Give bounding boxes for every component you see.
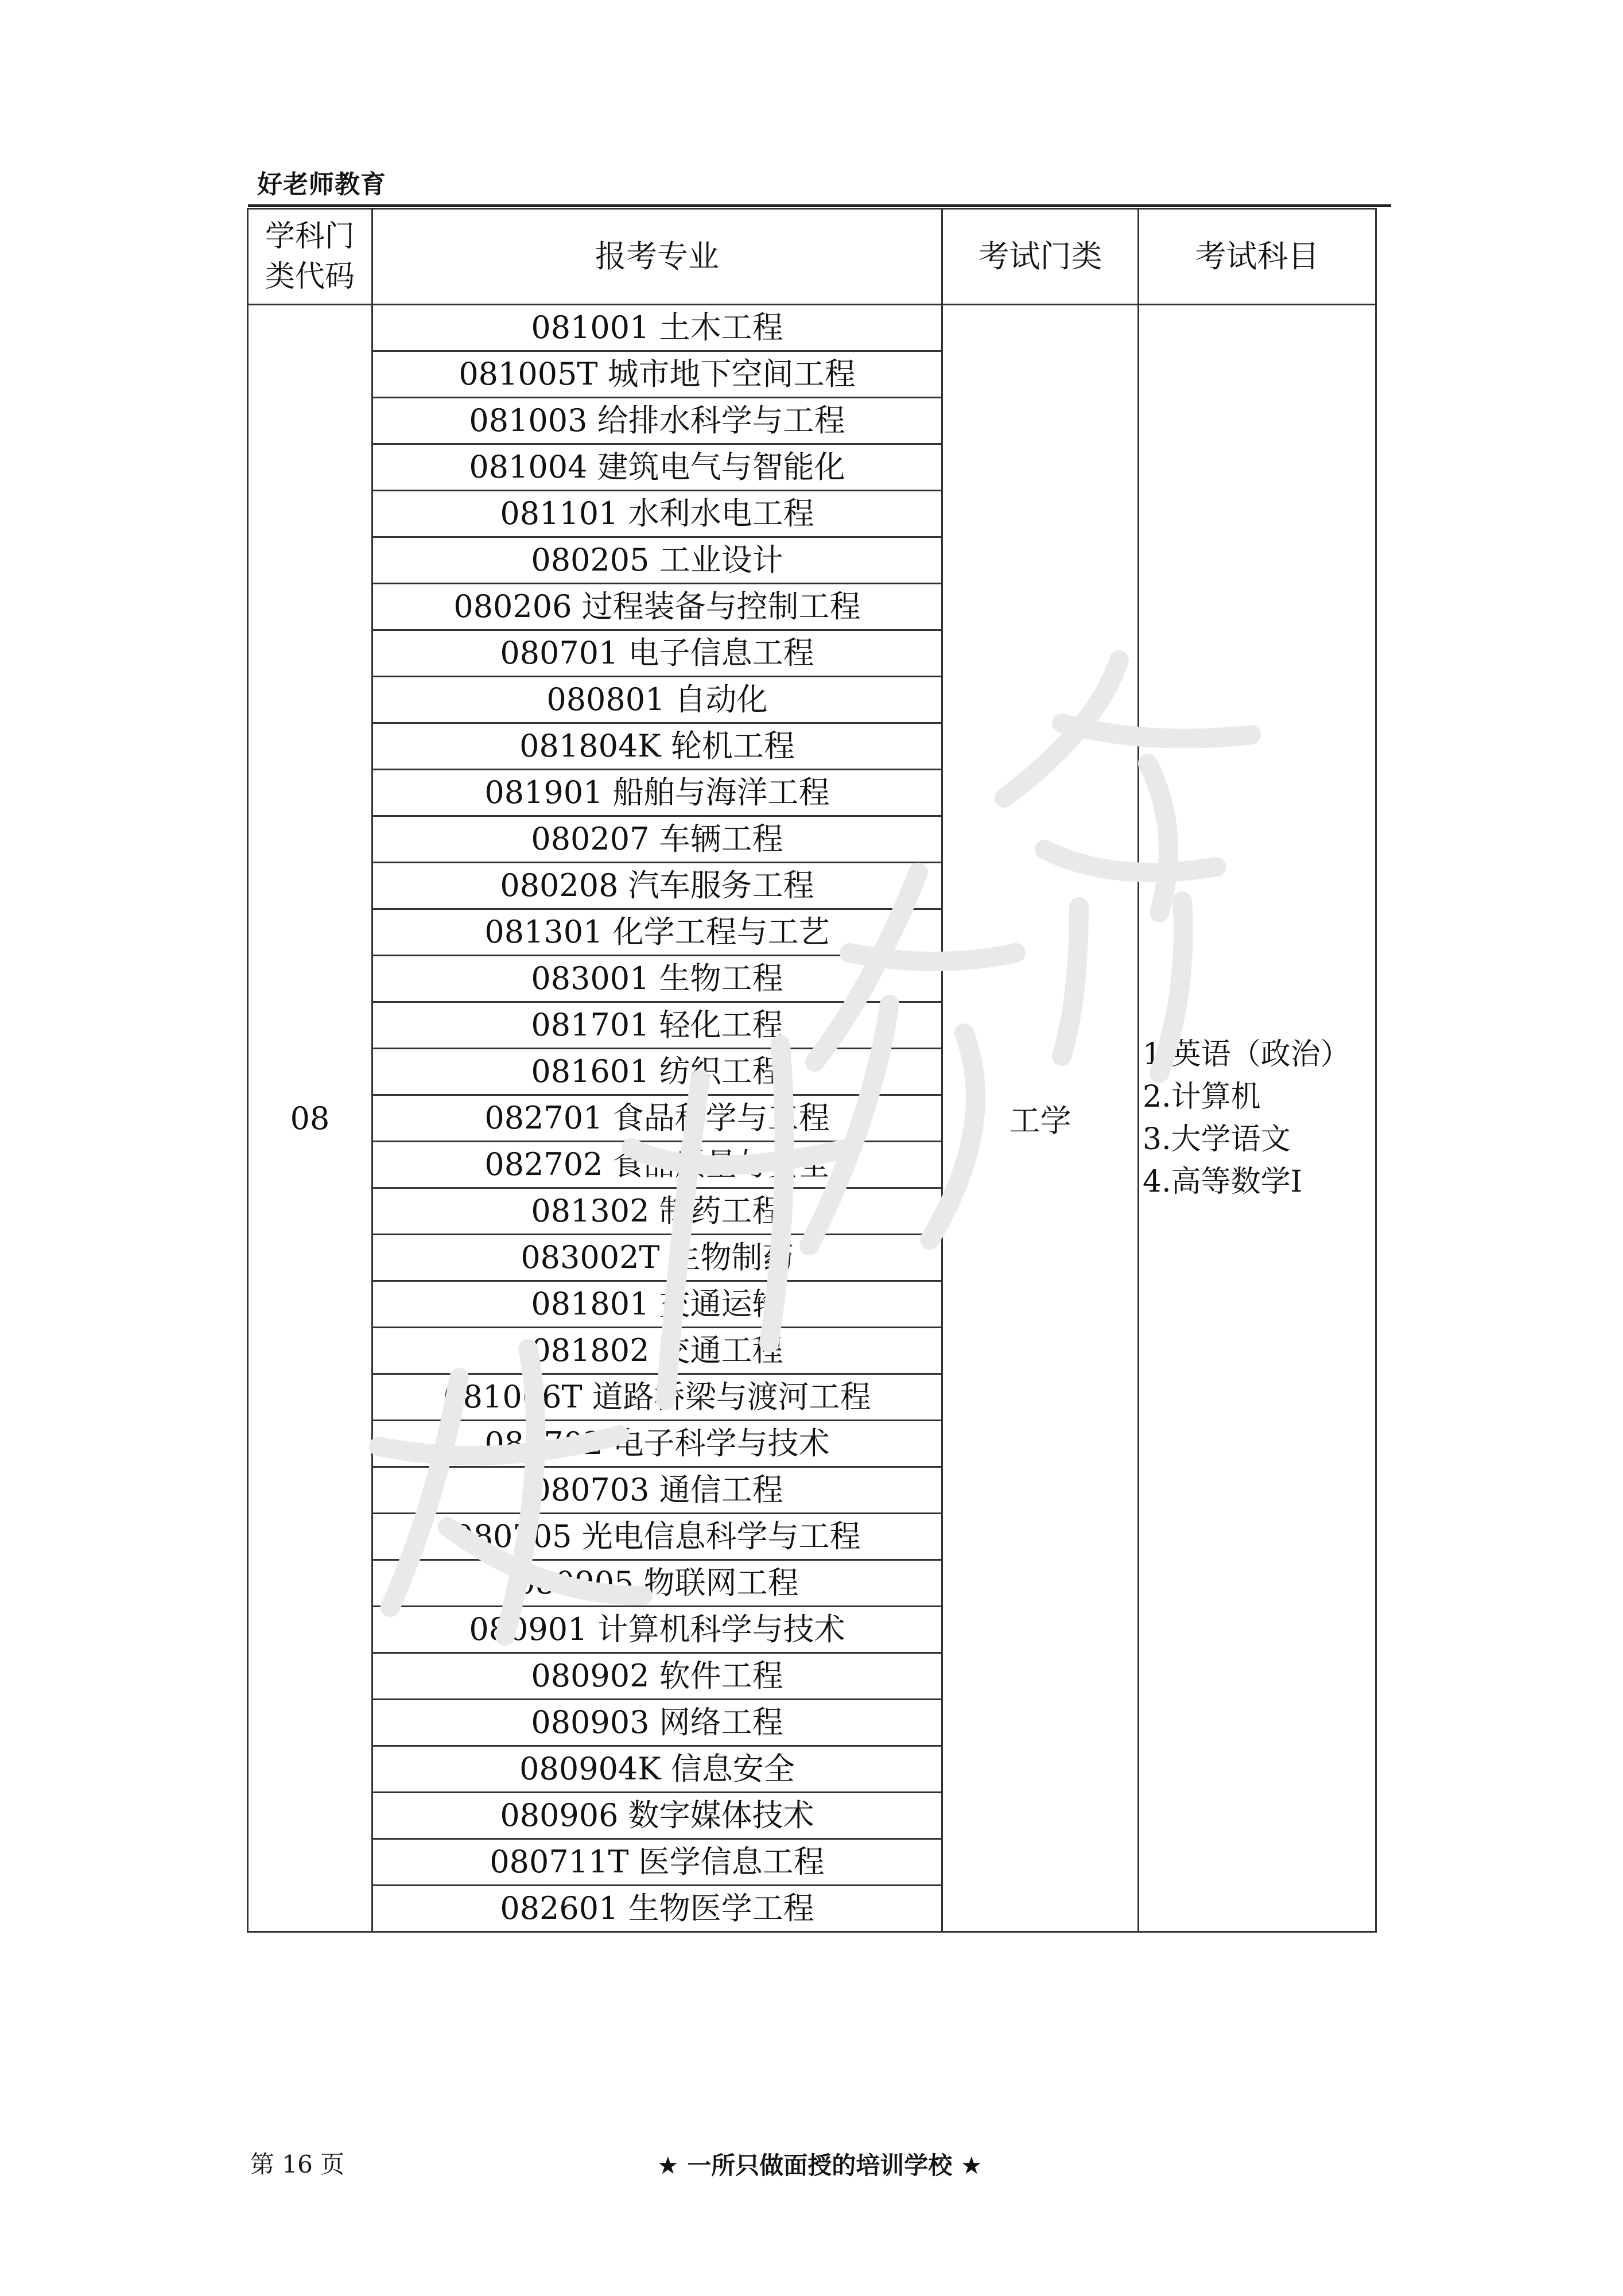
subject-item: 2.计算机 bbox=[1143, 1080, 1261, 1114]
major-name: 081003 给排水科学与工程 bbox=[372, 398, 942, 444]
major-name: 081901 船舶与海洋工程 bbox=[372, 770, 942, 816]
major-name: 080207 车辆工程 bbox=[372, 816, 942, 863]
major-name: 080206 过程装备与控制工程 bbox=[372, 584, 942, 630]
subject-item: 1.英语（政治） bbox=[1143, 1037, 1350, 1072]
major-name: 081006T 道路桥梁与渡河工程 bbox=[372, 1374, 942, 1421]
table-row bbox=[248, 305, 1376, 351]
major-name: 083001 生物工程 bbox=[372, 956, 942, 1002]
major-name: 080702 电子科学与技术 bbox=[372, 1421, 942, 1467]
major-name: 080903 网络工程 bbox=[372, 1700, 942, 1746]
major-name: 080901 计算机科学与技术 bbox=[372, 1607, 942, 1653]
major-name: 080711T 医学信息工程 bbox=[372, 1839, 942, 1886]
major-name: 080902 软件工程 bbox=[372, 1653, 942, 1700]
exam-subjects bbox=[1139, 305, 1376, 1932]
major-name: 080701 电子信息工程 bbox=[372, 630, 942, 677]
major-name: 080904K 信息安全 bbox=[372, 1746, 942, 1793]
major-name: 081701 轻化工程 bbox=[372, 1002, 942, 1049]
major-name: 081001 土木工程 bbox=[372, 305, 942, 351]
page-number: 第 16 页 bbox=[250, 2150, 345, 2178]
header-subjects: 考试科目 bbox=[1139, 209, 1376, 305]
exam-table bbox=[247, 208, 1377, 1933]
major-name: 081802 交通工程 bbox=[372, 1328, 942, 1374]
brand-title: 好老师教育 bbox=[257, 170, 386, 199]
major-name: 081101 水利水电工程 bbox=[372, 491, 942, 537]
major-name: 083002T 生物制药 bbox=[372, 1235, 942, 1281]
major-name: 081302 制药工程 bbox=[372, 1188, 942, 1235]
footer-slogan: ★ 一所只做面授的培训学校 ★ bbox=[657, 2151, 983, 2179]
major-name: 081301 化学工程与工艺 bbox=[372, 909, 942, 956]
major-name: 081601 纺织工程 bbox=[372, 1049, 942, 1095]
subject-item: 3.大学语文 bbox=[1143, 1122, 1291, 1157]
major-name: 080906 数字媒体技术 bbox=[372, 1793, 942, 1839]
major-name: 080703 通信工程 bbox=[372, 1467, 942, 1514]
header-code: 学科门类代码 bbox=[248, 209, 372, 305]
major-name: 080208 汽车服务工程 bbox=[372, 863, 942, 909]
header-major: 报考专业 bbox=[372, 209, 942, 305]
header-rule bbox=[248, 204, 1391, 207]
exam-category: 工学 bbox=[942, 305, 1139, 1932]
major-name: 080905 物联网工程 bbox=[372, 1560, 942, 1607]
major-name: 080801 自动化 bbox=[372, 677, 942, 723]
subject-item: 4.高等数学Ⅰ bbox=[1143, 1165, 1303, 1199]
major-name: 082701 食品科学与工程 bbox=[372, 1095, 942, 1142]
table-header-row bbox=[248, 209, 1376, 305]
major-name: 081004 建筑电气与智能化 bbox=[372, 444, 942, 491]
header-category: 考试门类 bbox=[942, 209, 1139, 305]
major-name: 080705 光电信息科学与工程 bbox=[372, 1514, 942, 1560]
major-name: 081804K 轮机工程 bbox=[372, 723, 942, 770]
major-name: 081005T 城市地下空间工程 bbox=[372, 351, 942, 398]
major-name: 080205 工业设计 bbox=[372, 537, 942, 584]
major-name: 082702 食品质量与安全 bbox=[372, 1142, 942, 1188]
major-name: 081801 交通运输 bbox=[372, 1281, 942, 1328]
discipline-code: 08 bbox=[248, 305, 372, 1932]
major-name: 082601 生物医学工程 bbox=[372, 1886, 942, 1932]
